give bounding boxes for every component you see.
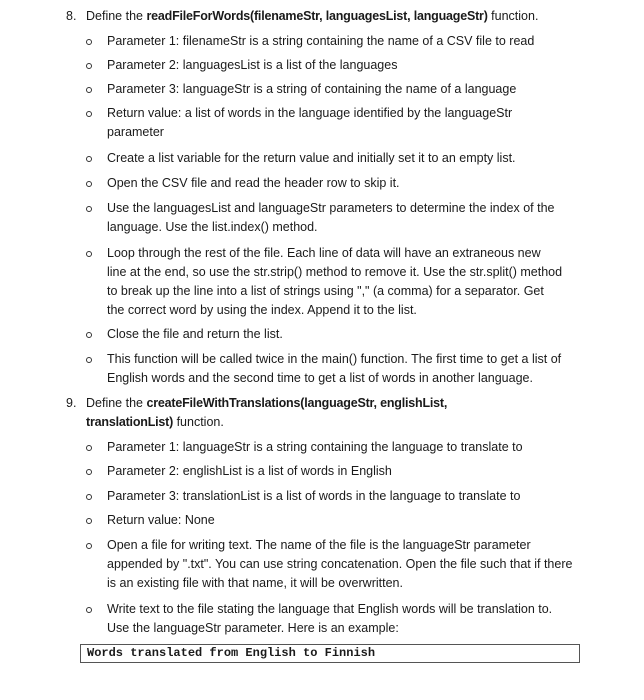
item-9-number: 9. bbox=[66, 396, 77, 410]
hollow-bullet-icon bbox=[86, 181, 92, 187]
hollow-bullet-icon bbox=[86, 445, 92, 451]
list-item: Open a file for writing text. The name of the file is the languageStr parameter appended by ".txt". You can use string concatenation. Open the file such that if there is an existing file with that name, it will be overwritten. bbox=[86, 536, 573, 593]
hollow-bullet-icon bbox=[86, 607, 92, 613]
hollow-bullet-icon bbox=[86, 111, 92, 117]
list-item: This function will be called twice in the main() function. The first time to get a list of English words and the second time to get a list of words in another language. bbox=[86, 350, 573, 388]
list-item: Parameter 1: filenameStr is a string containing the name of a CSV file to read bbox=[86, 32, 534, 51]
item-9-heading bbox=[66, 394, 536, 432]
list-item: Parameter 3: languageStr is a string of containing the name of a language bbox=[86, 80, 516, 99]
example-code-box: Words translated from English to Finnish bbox=[80, 644, 580, 663]
list-item: Use the languagesList and languageStr parameters to determine the index of the language. Use the list.index() method. bbox=[86, 199, 557, 237]
list-item: Parameter 1: languageStr is a string containing the language to translate to bbox=[86, 438, 523, 457]
hollow-bullet-icon bbox=[86, 357, 92, 363]
list-item: Close the file and return the list. bbox=[86, 325, 283, 344]
hollow-bullet-icon bbox=[86, 206, 92, 212]
hollow-bullet-icon bbox=[86, 469, 92, 475]
item-9-prefix: Define the bbox=[86, 396, 147, 410]
item-8-prefix: Define the bbox=[86, 9, 147, 23]
hollow-bullet-icon bbox=[86, 63, 92, 69]
item-9-suffix: function. bbox=[173, 415, 224, 429]
hollow-bullet-icon bbox=[86, 332, 92, 338]
hollow-bullet-icon bbox=[86, 494, 92, 500]
hollow-bullet-icon bbox=[86, 39, 92, 45]
hollow-bullet-icon bbox=[86, 543, 92, 549]
list-item: Write text to the file stating the language that English words will be translation to. Use the languageStr parameter. Here is an example: bbox=[86, 600, 567, 638]
hollow-bullet-icon bbox=[86, 87, 92, 93]
list-item: Return value: a list of words in the language identified by the languageStr parameter bbox=[86, 104, 547, 142]
item-9-function-signature: createFileWithTranslations(languageStr, englishList, translationList) bbox=[86, 396, 448, 429]
list-item: Parameter 2: languagesList is a list of the languages bbox=[86, 56, 397, 75]
item-8-number: 8. bbox=[66, 9, 77, 23]
list-item: Loop through the rest of the file. Each line of data will have an extraneous new line at the end, so use the str.strip() method to remove it. Use the str.split() method to break up the line into a list of strings using "," (a comma) for a separator. Get the correct word by using the index. Append it to the list. bbox=[86, 244, 563, 320]
list-item: Return value: None bbox=[86, 511, 215, 530]
item-8-function-signature: readFileForWords(filenameStr, languagesList, languageStr) bbox=[146, 9, 488, 23]
hollow-bullet-icon bbox=[86, 156, 92, 162]
list-item: Parameter 2: englishList is a list of words in English bbox=[86, 462, 392, 481]
item-8-suffix: function. bbox=[487, 9, 539, 23]
list-item: Create a list variable for the return value and initially set it to an empty list. bbox=[86, 149, 567, 168]
hollow-bullet-icon bbox=[86, 251, 92, 257]
item-8-heading bbox=[66, 7, 566, 26]
list-item: Parameter 3: translationList is a list of words in the language to translate to bbox=[86, 487, 520, 506]
list-item: Open the CSV file and read the header row to skip it. bbox=[86, 174, 400, 193]
hollow-bullet-icon bbox=[86, 518, 92, 524]
